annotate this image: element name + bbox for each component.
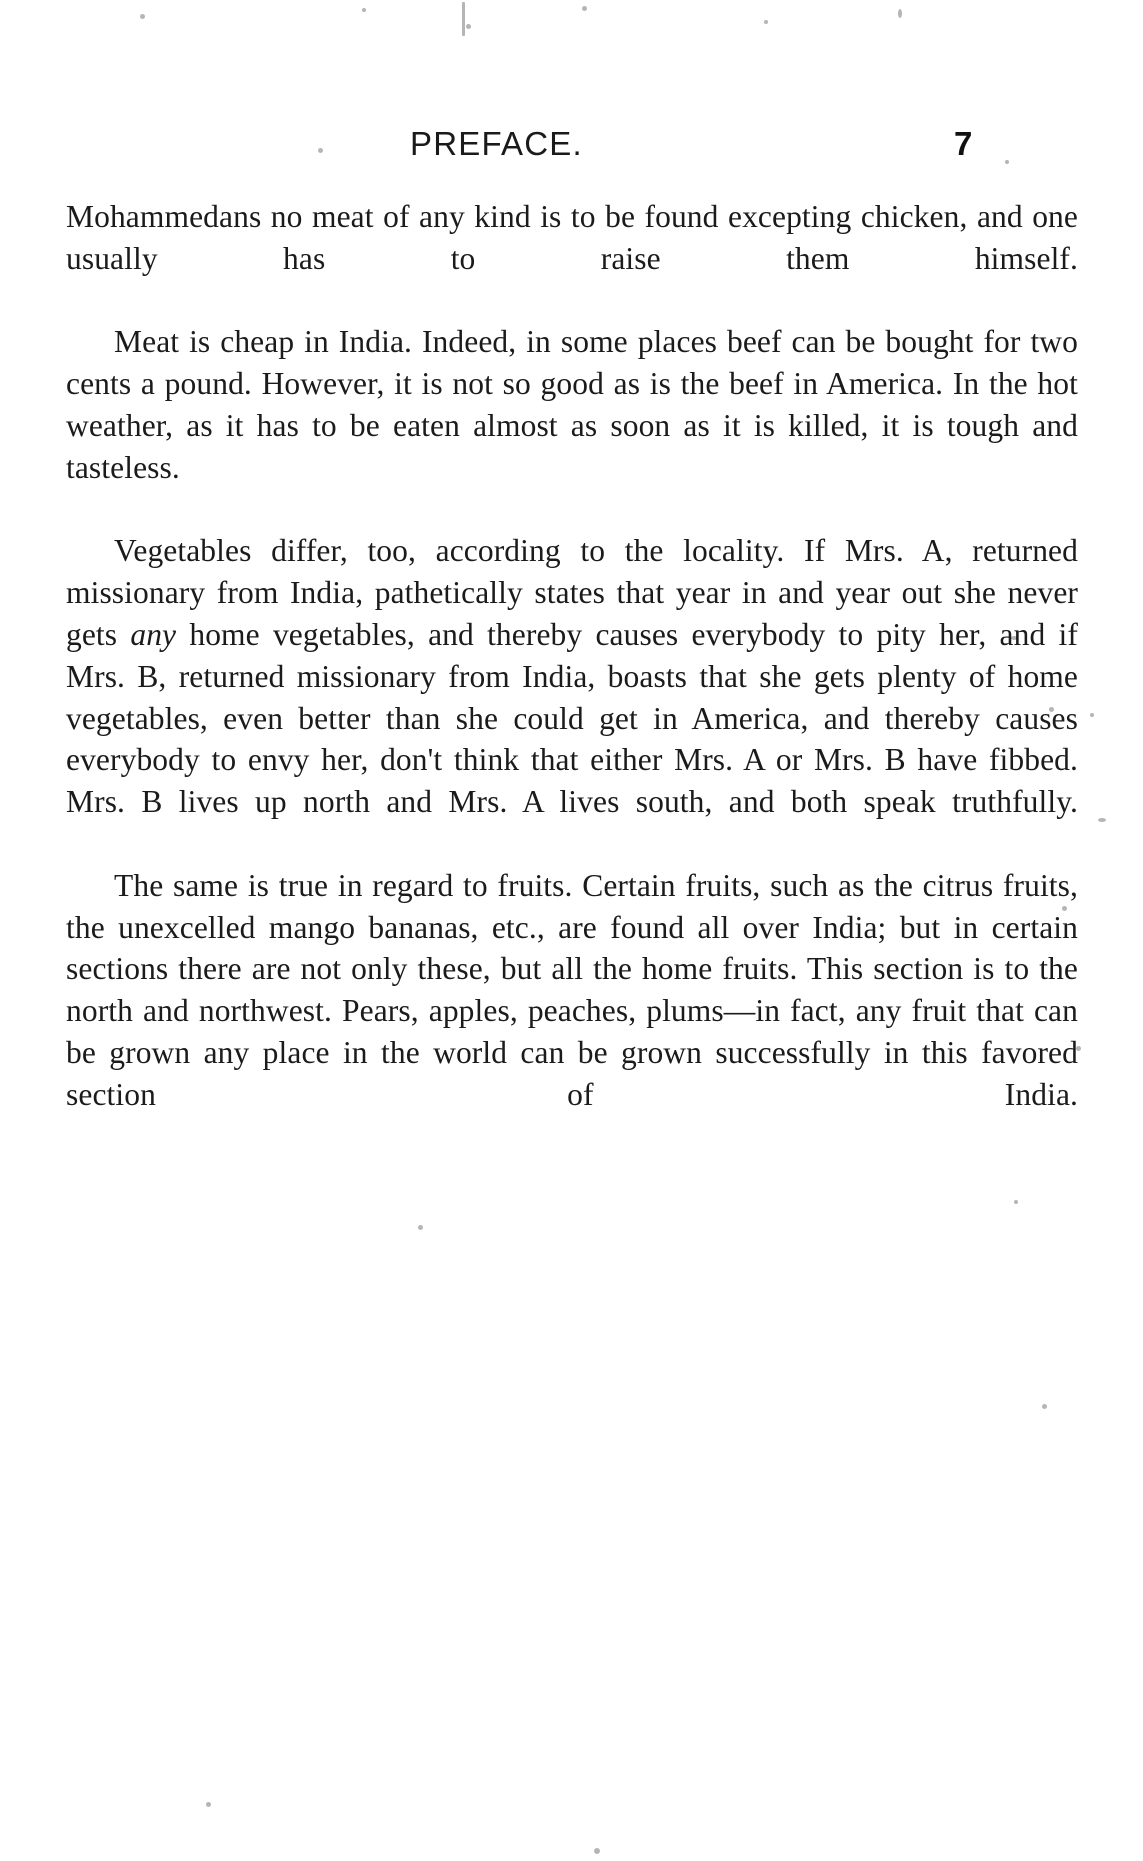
scan-speck — [764, 20, 768, 24]
scan-speck — [582, 6, 587, 11]
scan-speck — [1098, 818, 1106, 822]
scan-speck — [462, 2, 465, 36]
scan-speck — [594, 1848, 600, 1854]
paragraph: Mohammedans no meat of any kind is to be found excepting chicken, and one usually has to raise them himself. — [66, 199, 1078, 276]
scan-speck — [466, 24, 471, 29]
scan-speck — [1042, 1404, 1047, 1409]
scan-speck — [1005, 160, 1009, 164]
scan-speck — [1014, 1200, 1018, 1204]
page-body — [66, 196, 1078, 1157]
paragraph-text-after-italic: home vegetables, and thereby causes everybody to pity her, and if Mrs. B, returned missionary from India, boasts that she gets plenty of home vegetables, even better than she could get in America, and thereby causes everybody to envy her, don't think that either Mrs. A or Mrs. B have fibbed. Mrs. B lives up north and Mrs. A lives south, and both speak truthfully. — [66, 616, 1078, 820]
scan-speck — [418, 1225, 423, 1230]
paragraph: Meat is cheap in India. Indeed, in some places beef can be bought for two cents a pound. However, it is not so good as is the beef in America. In the hot weather, as it has to be eaten almost as soon as it is killed, it is tough and tasteless. — [66, 324, 1078, 485]
page-title: PREFACE. — [410, 125, 583, 162]
page-number: 7 — [954, 125, 973, 162]
italic-word: any — [130, 616, 177, 652]
scan-speck — [1090, 713, 1094, 717]
scan-speck — [140, 14, 145, 19]
paragraph — [66, 530, 1078, 864]
scan-speck — [206, 1802, 211, 1807]
scan-speck — [898, 9, 902, 18]
scan-speck — [362, 8, 366, 12]
paragraph-text-before-italic: Vegetables differ, too, according to the locality. If Mrs. A, returned missionary from India, pathetically states that year in and year out she never gets — [66, 533, 1078, 652]
paragraph: The same is true in regard to fruits. Certain fruits, such as the citrus fruits, the unexcelled mango bananas, etc., are found all over India; but in certain sections there are not only these, but all the home fruits. This section is to the north and northwest. Pears, apples, peaches, plums—in fact, any fruit that can be grown any place in the world can be grown successfully in this favored section of India. — [66, 867, 1078, 1112]
page-header — [70, 125, 1000, 173]
